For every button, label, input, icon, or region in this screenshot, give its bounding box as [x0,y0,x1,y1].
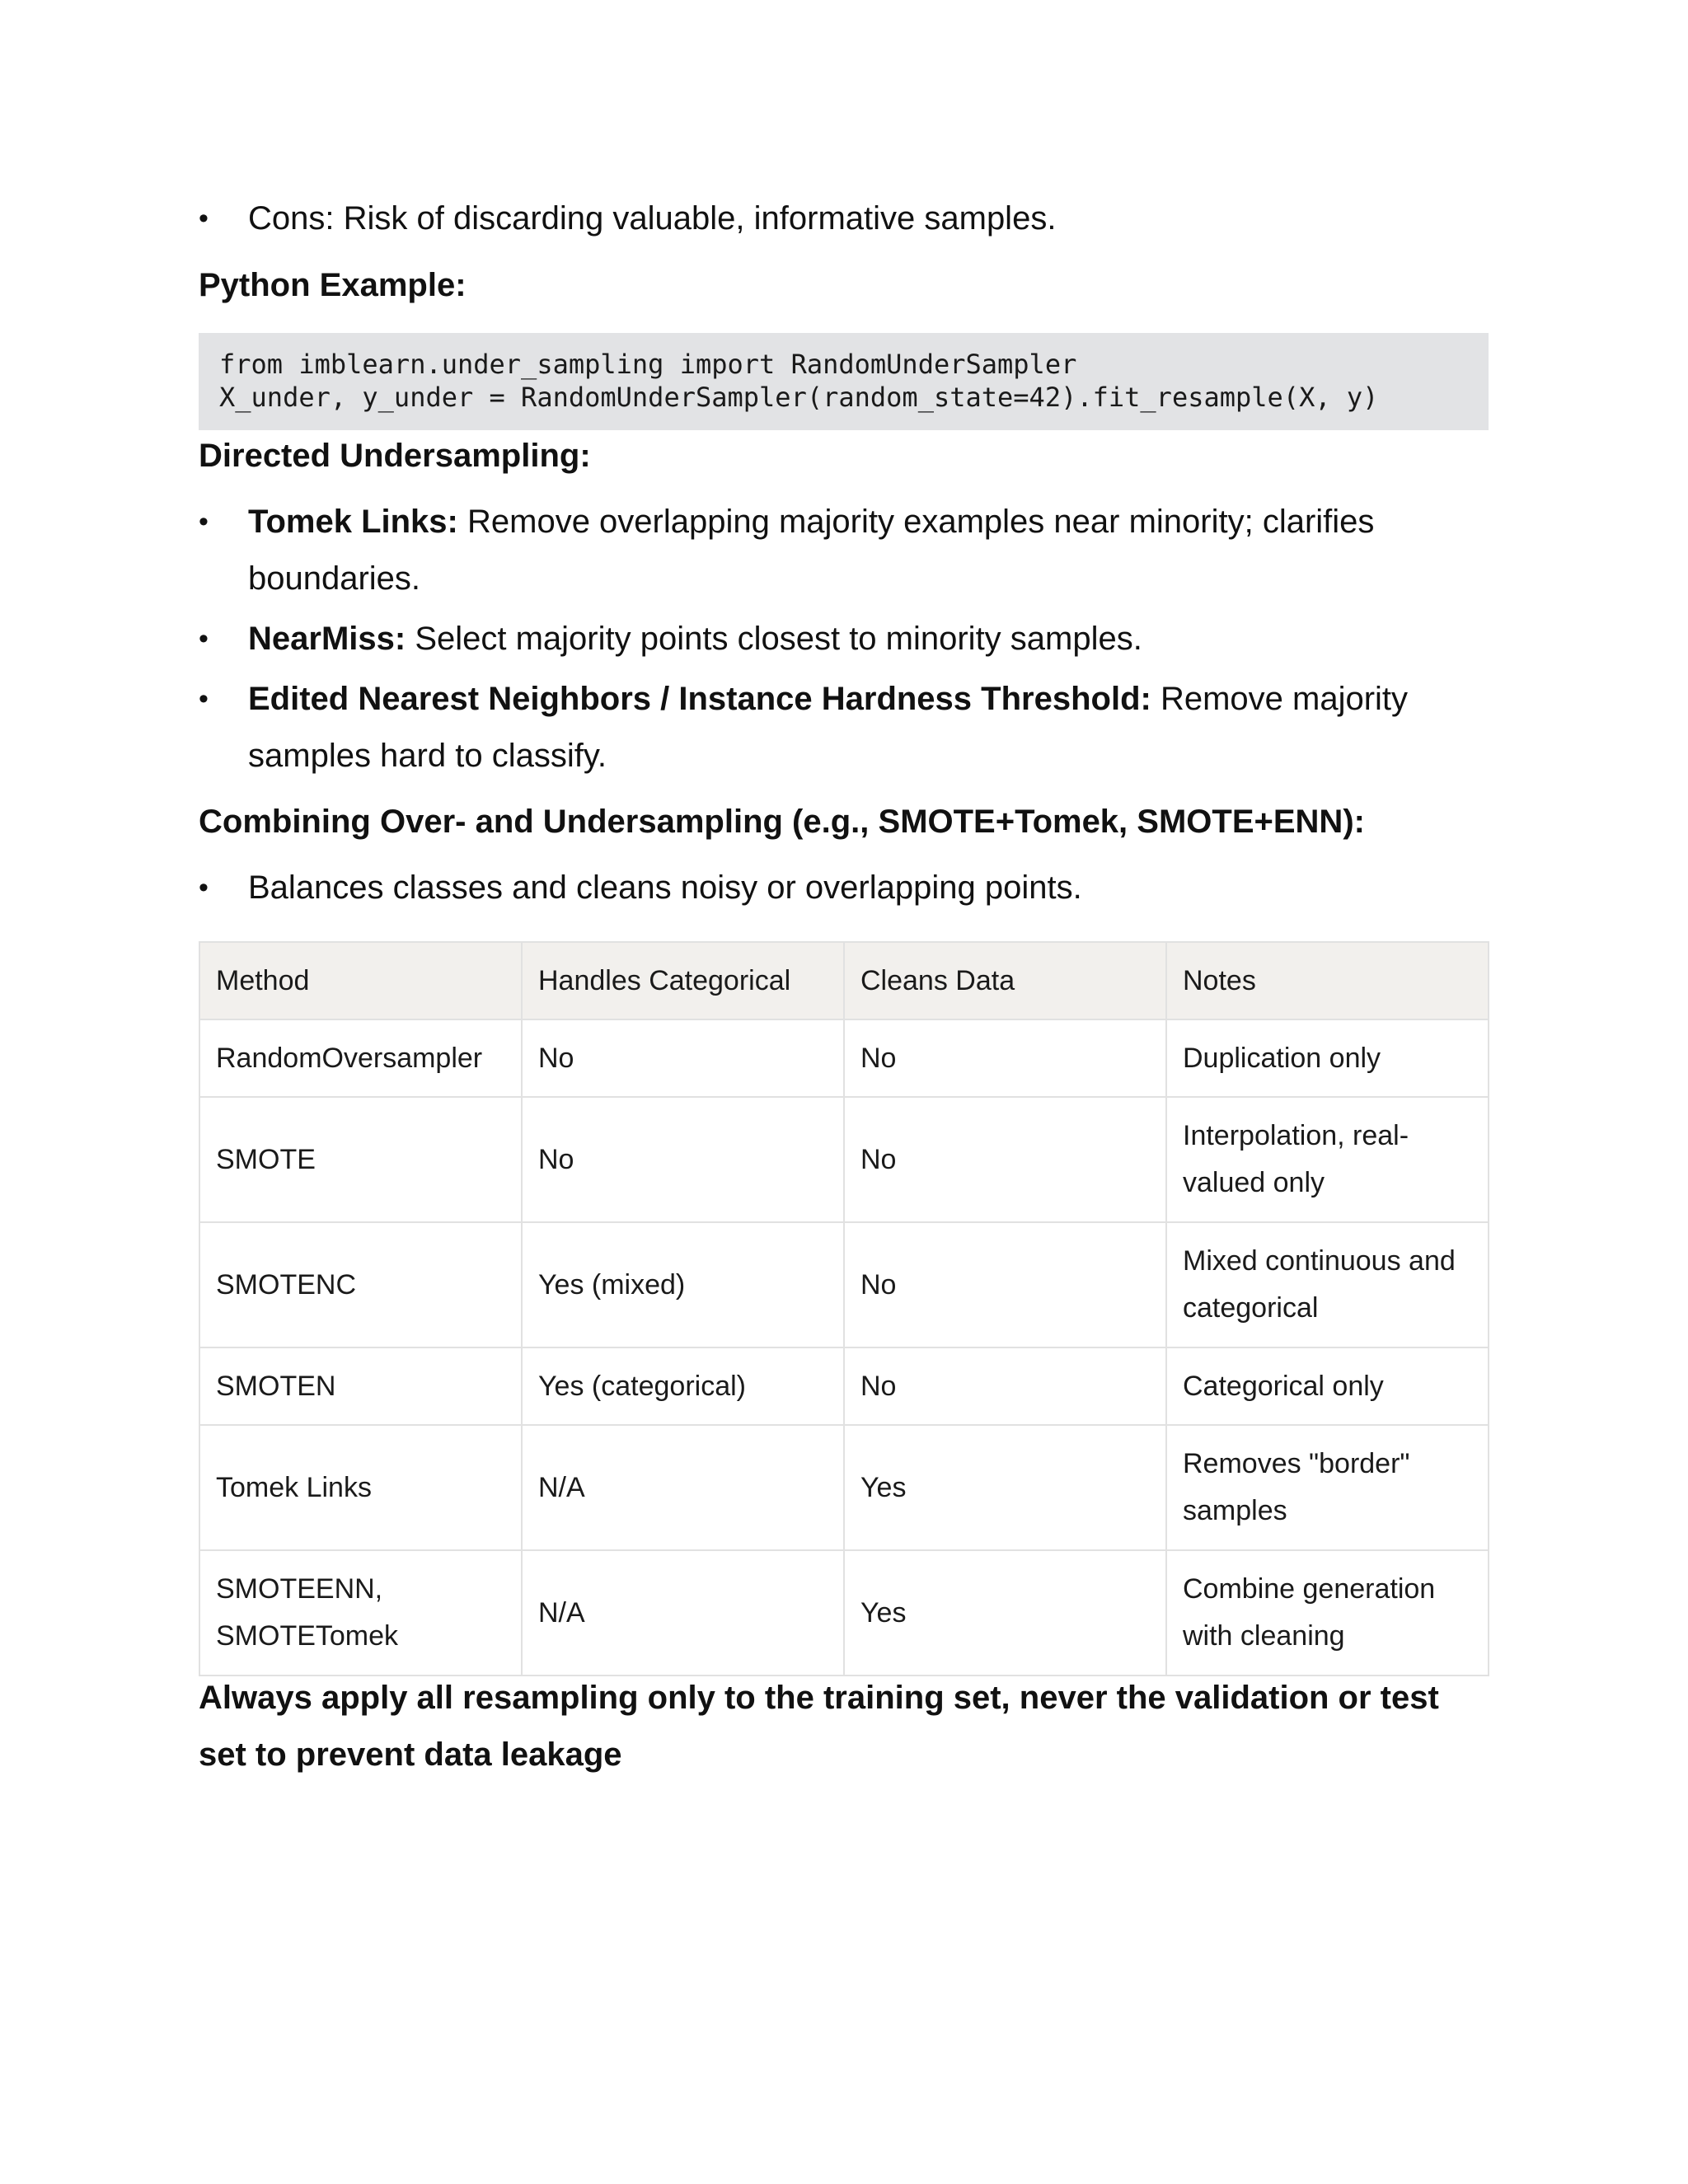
bullet-glyph: • [199,872,209,903]
header-cell: Notes [1166,942,1489,1019]
table-cell: No [522,1097,844,1222]
header-cell: Cleans Data [844,942,1166,1019]
closing-note: Always apply all resampling only to the training set, never the validation or test set to prevent data leakage [199,1680,1439,1773]
table-cell: No [844,1222,1166,1347]
table-cell: No [844,1347,1166,1425]
table-cell: Removes "border" samples [1166,1425,1489,1550]
table-cell: Yes [844,1550,1166,1675]
bullet-glyph: • [199,506,209,537]
cons-bullet [199,190,1489,247]
directed-item-term: Edited Nearest Neighbors / Instance Hardness Threshold: [248,681,1151,717]
resampling-methods-table [199,941,1489,1676]
header-cell: Method [199,942,522,1019]
directed-item-nearmiss [199,611,1489,668]
directed-item-tomek [199,494,1489,607]
table-cell: N/A [522,1550,844,1675]
table-row [199,1347,1489,1425]
table-cell: Combine generation with cleaning [1166,1550,1489,1675]
directed-item-desc: Remove overlapping majority examples near minority; clarifies boundaries. [248,504,1375,597]
table-row [199,1097,1489,1222]
bullet-glyph: • [199,683,209,715]
code-line-2: X_under, y_under = RandomUnderSampler(random_state=42).fit_resample(X, y) [219,382,1379,413]
table-cell: Categorical only [1166,1347,1489,1425]
table-cell: Yes [844,1425,1166,1550]
table-cell: SMOTEENN, SMOTETomek [199,1550,522,1675]
table-cell: No [522,1019,844,1097]
table-row [199,1019,1489,1097]
table-cell: Tomek Links [199,1425,522,1550]
directed-item-enn [199,671,1489,785]
code-block [199,333,1489,430]
table-row [199,1550,1489,1675]
bullet-glyph: • [199,203,209,234]
directed-undersampling-heading: Directed Undersampling: [199,438,591,474]
table-row [199,1222,1489,1347]
table-cell: No [844,1097,1166,1222]
python-example-heading: Python Example: [199,267,467,303]
code-line-1: from imblearn.under_sampling import RandomUnderSampler [219,349,1077,380]
directed-item-desc: Select majority points closest to minority samples. [406,621,1142,657]
bullet-glyph: • [199,623,209,654]
table-cell: Yes (mixed) [522,1222,844,1347]
combining-heading: Combining Over- and Undersampling (e.g., SMOTE+Tomek, SMOTE+ENN): [199,804,1365,840]
directed-item-term: NearMiss: [248,621,406,657]
directed-item-term: Tomek Links: [248,504,458,540]
cons-text: Cons: Risk of discarding valuable, informative samples. [248,200,1057,237]
table-cell: Duplication only [1166,1019,1489,1097]
directed-item-desc: Remove majority samples hard to classify. [248,681,1409,774]
table-cell: SMOTENC [199,1222,522,1347]
table-cell: Mixed continuous and categorical [1166,1222,1489,1347]
table-cell: RandomOversampler [199,1019,522,1097]
table-cell: No [844,1019,1166,1097]
table-cell: Interpolation, real-valued only [1166,1097,1489,1222]
table-cell: SMOTE [199,1097,522,1222]
table-header-row [199,942,1489,1019]
table-row [199,1425,1489,1550]
table-cell: SMOTEN [199,1347,522,1425]
header-cell: Handles Categorical [522,942,844,1019]
table-cell: Yes (categorical) [522,1347,844,1425]
combining-text: Balances classes and cleans noisy or overlapping points. [248,869,1082,906]
table-cell: N/A [522,1425,844,1550]
combining-bullet [199,860,1489,916]
